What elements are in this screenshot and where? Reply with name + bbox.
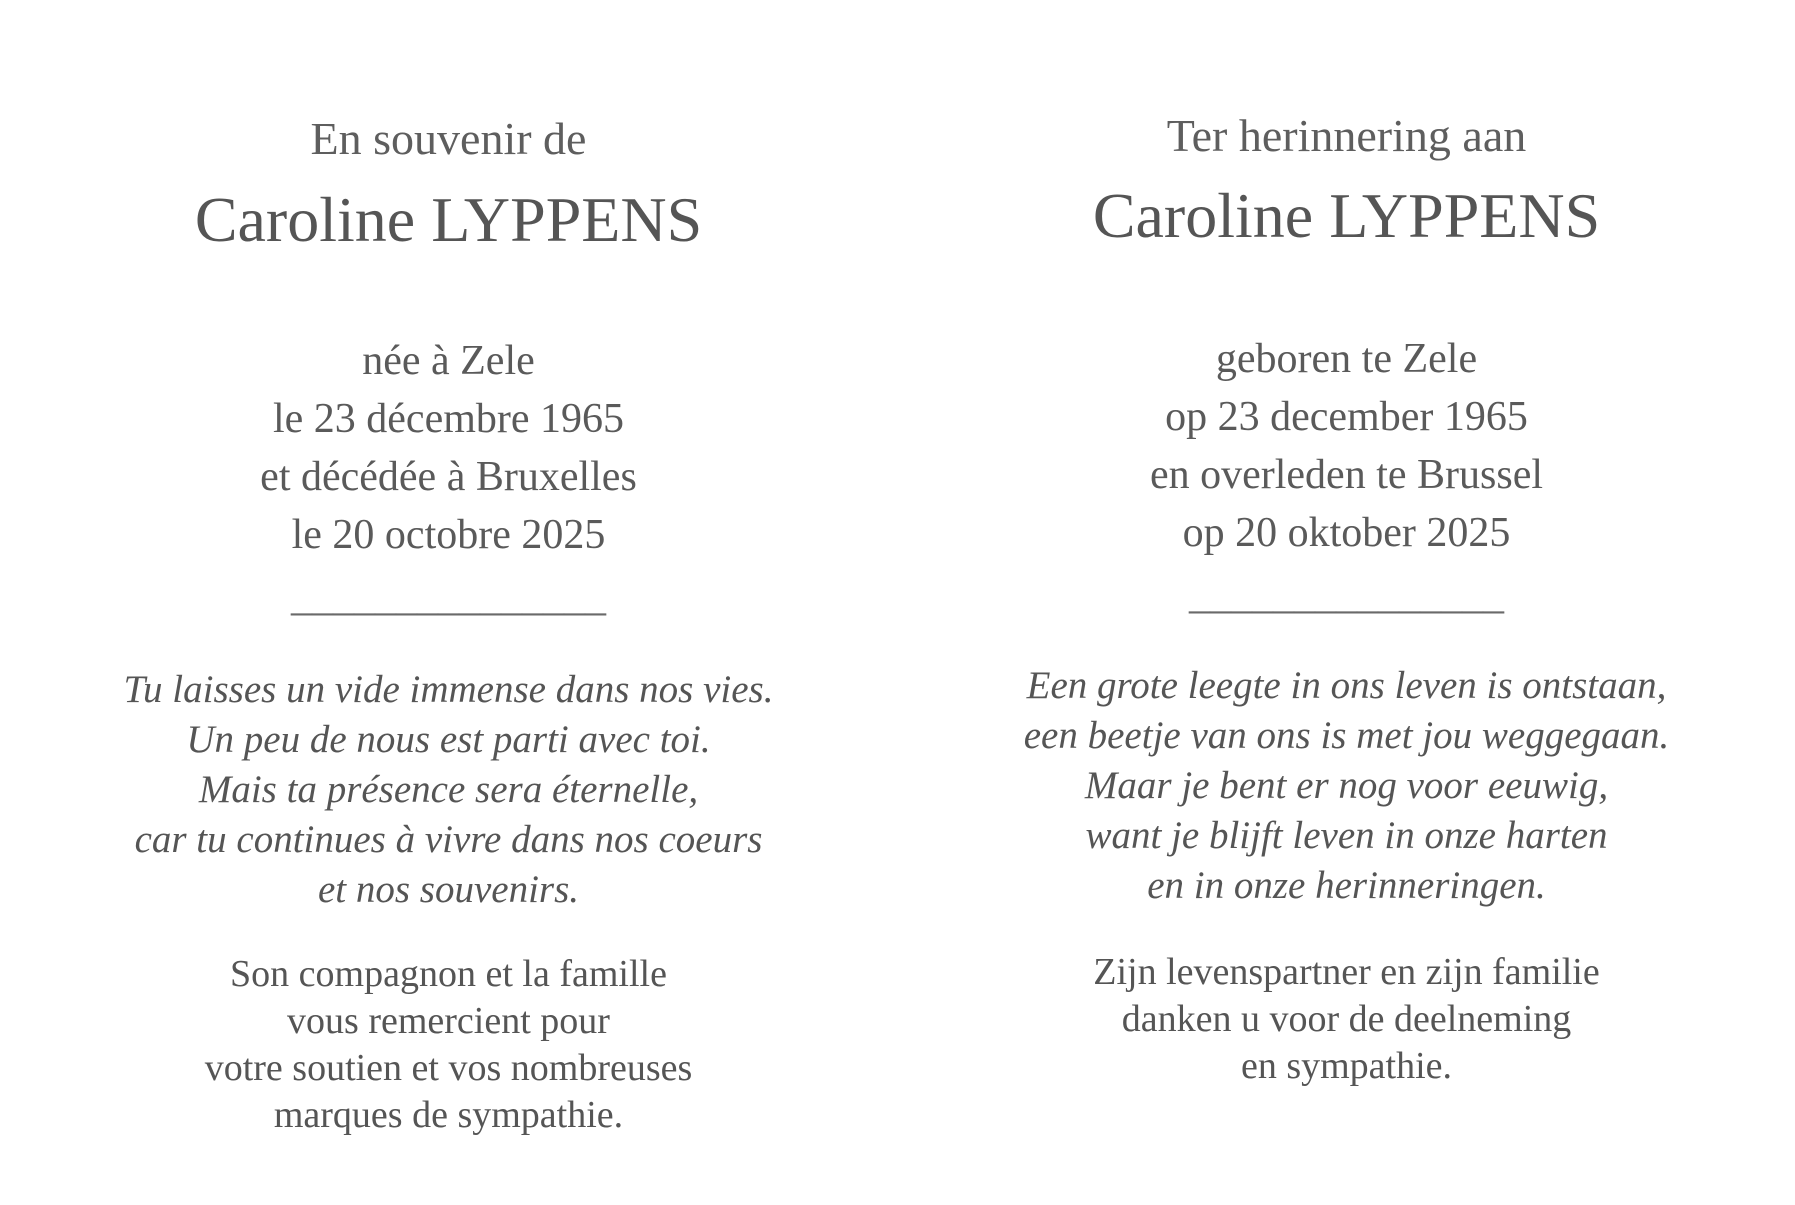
poem-line: en in onze herinneringen. (1147, 864, 1546, 907)
death-place: et décédée à Bruxelles (260, 454, 637, 500)
death-date: op 20 oktober 2025 (1182, 510, 1511, 556)
dutch-panel (898, 0, 1795, 1205)
birth-date: op 23 december 1965 (1165, 394, 1528, 440)
thanks-line: en sympathie. (1240, 1045, 1453, 1087)
death-place: en overleden te Brussel (1149, 452, 1544, 498)
french-panel (0, 0, 897, 1205)
birth-date: le 23 décembre 1965 (272, 396, 625, 442)
intro-text: En souvenir de (310, 113, 587, 164)
poem-line: et nos souvenirs. (317, 868, 580, 911)
poem-line: Maar je bent er nog voor eeuwig, (1084, 764, 1609, 807)
thanks-line: Son compagnon et la famille (230, 953, 667, 995)
intro-text: Ter herinnering aan (1166, 110, 1527, 161)
poem-line: een beetje van ons is met jou weggegaan. (1023, 714, 1670, 757)
poem-line: car tu continues à vivre dans nos coeurs (134, 818, 763, 861)
thanks-line: marques de sympathie. (273, 1094, 624, 1136)
thanks-line: danken u voor de deelneming (1121, 998, 1572, 1040)
poem-line: Un peu de nous est parti avec toi. (186, 718, 711, 761)
poem-line: want je blijft leven in onze harten (1085, 814, 1608, 857)
thanks-line: votre soutien et vos nombreuses (204, 1047, 693, 1089)
deceased-name: Caroline LYPPENS (1092, 180, 1601, 251)
thanks-line: vous remercient pour (287, 1000, 610, 1042)
thanks-line: Zijn levenspartner en zijn familie (1093, 951, 1600, 993)
poem-line: Een grote leegte in ons leven is ontstaan, (1026, 664, 1667, 707)
separator-line: _______________ (1189, 572, 1504, 618)
poem-line: Tu laisses un vide immense dans nos vies. (123, 668, 774, 711)
separator-line: _______________ (291, 574, 606, 620)
birth-place: née à Zele (362, 338, 535, 384)
deceased-name: Caroline LYPPENS (194, 184, 703, 255)
birth-place: geboren te Zele (1215, 336, 1478, 382)
poem-line: Mais ta présence sera éternelle, (198, 768, 699, 811)
death-date: le 20 octobre 2025 (291, 512, 606, 558)
